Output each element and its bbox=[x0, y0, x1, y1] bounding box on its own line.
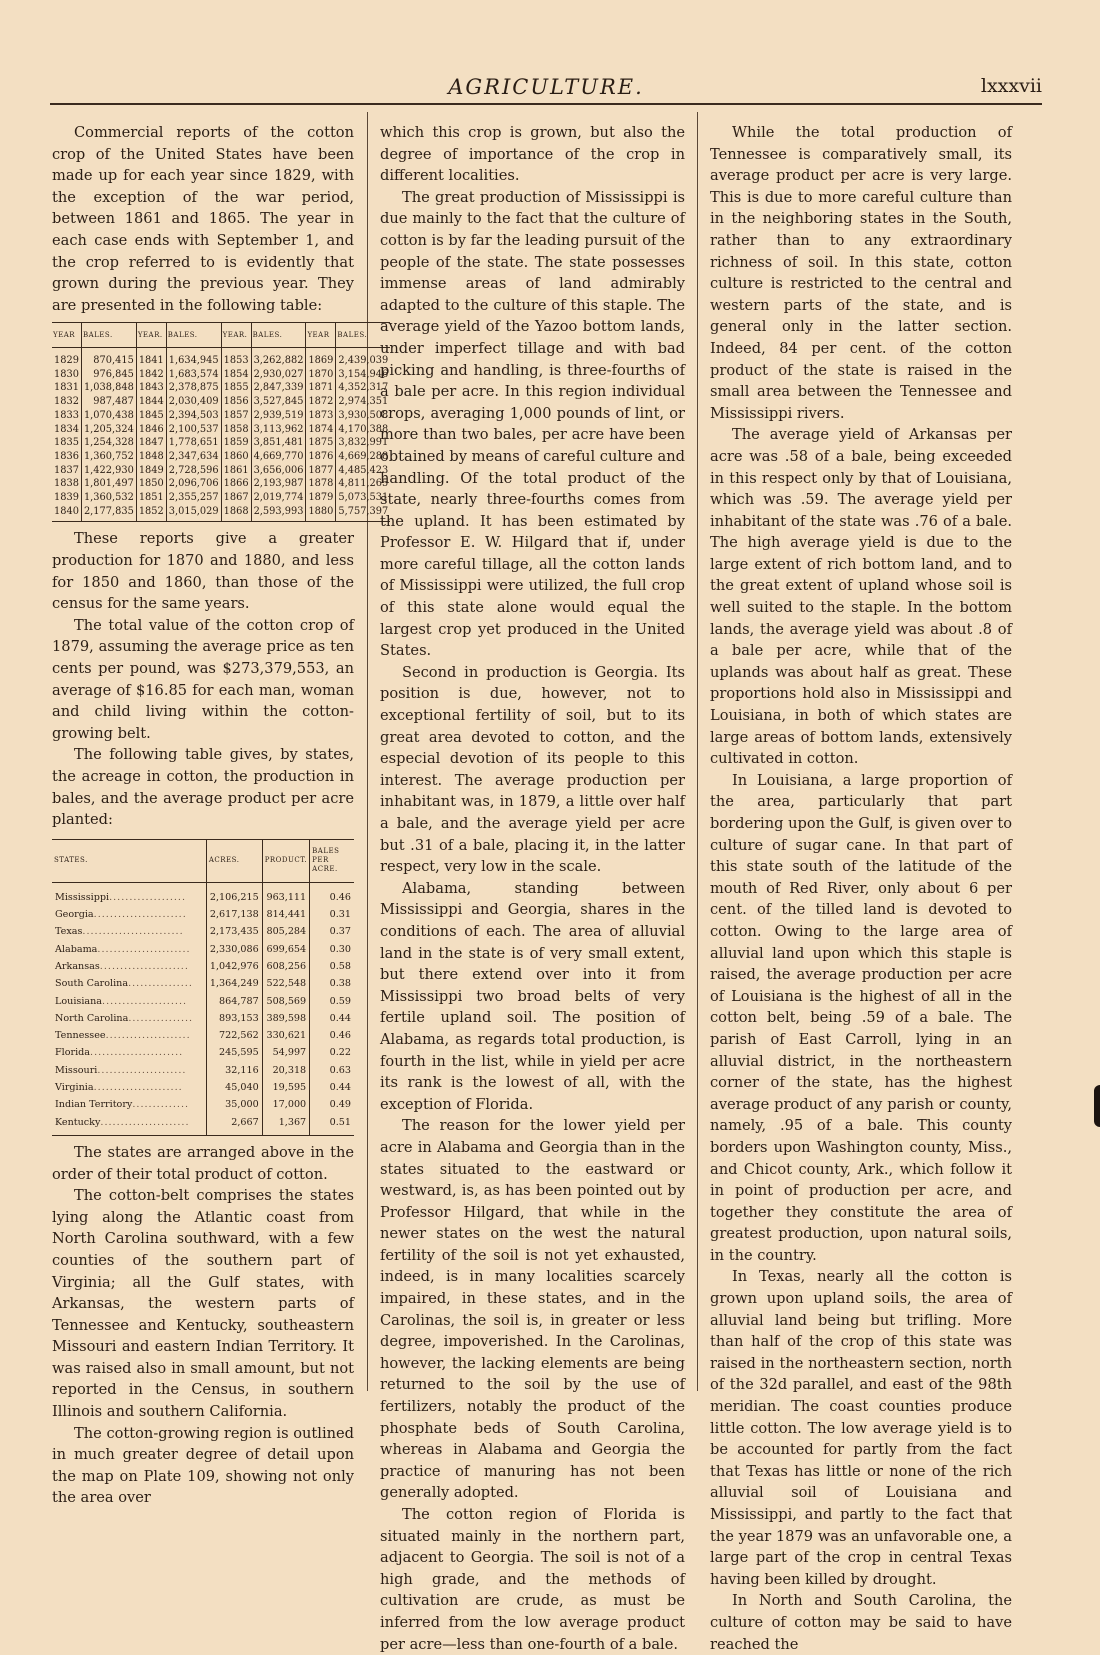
year-cell: 1839 bbox=[54, 492, 79, 504]
state-name-cell bbox=[52, 906, 206, 923]
bales-cell: 2,847,339 bbox=[251, 381, 306, 395]
cotton-by-state-table bbox=[52, 839, 354, 1136]
bales-cell: 2,378,875 bbox=[166, 381, 221, 395]
bales-cell: 4,669,770 bbox=[251, 450, 306, 464]
cotton-crop-by-year-table bbox=[52, 322, 390, 522]
table-row bbox=[52, 941, 354, 958]
year-cell: 1849 bbox=[136, 464, 166, 478]
bales-cell: 1,070,438 bbox=[81, 409, 136, 423]
bales-cell: 976,845 bbox=[81, 368, 136, 382]
product-cell: 805,284 bbox=[262, 923, 309, 940]
paragraph: Commercial reports of the cotton crop of the United States have been made up for each year since 1829, with the exception of the war period, between 1861 and 1865. The year in each case ends with September 1, and the crop referred to is evidently that grown during the previous year. They are presented in the following table: bbox=[52, 124, 354, 314]
year-cell: 1867 bbox=[221, 491, 251, 505]
state-name: Louisiana bbox=[55, 995, 103, 1007]
table-row bbox=[52, 491, 390, 505]
table-row bbox=[52, 993, 354, 1010]
leader-dots: .............. bbox=[132, 1099, 190, 1111]
product-cell: 20,318 bbox=[262, 1062, 309, 1079]
year-cell: 1831 bbox=[54, 382, 79, 394]
state-name: Tennessee bbox=[55, 1030, 106, 1042]
bales-cell: 2,593,993 bbox=[251, 505, 306, 522]
table-row bbox=[52, 1062, 354, 1079]
year-cell: 1845 bbox=[136, 409, 166, 423]
year-cell: 1861 bbox=[221, 464, 251, 478]
year-cell: 1855 bbox=[221, 381, 251, 395]
bales-cell: 2,030,409 bbox=[166, 395, 221, 409]
bales-cell: 3,832,991 bbox=[336, 436, 390, 450]
product-cell: 17,000 bbox=[262, 1096, 309, 1113]
bales-cell: 1,360,752 bbox=[81, 450, 136, 464]
bales-per-acre-cell: 0.49 bbox=[310, 1096, 354, 1113]
year-cell: 1854 bbox=[221, 368, 251, 382]
table-row bbox=[52, 381, 390, 395]
leader-dots: ..................... bbox=[105, 1030, 191, 1042]
table-row bbox=[52, 1044, 354, 1061]
state-name-cell bbox=[52, 941, 206, 958]
acres-cell: 2,617,138 bbox=[206, 906, 262, 923]
table-row bbox=[52, 923, 354, 940]
year-cell: 1835 bbox=[54, 437, 79, 449]
bales-cell: 1,634,945 bbox=[166, 348, 221, 368]
table-row bbox=[52, 423, 390, 437]
bales-cell: 1,038,848 bbox=[81, 381, 136, 395]
paragraph: Alabama, standing between Mississippi and Georgia, shares in the conditions of each. The area of alluvial land in the state is of very small extent, but there extend over into it from Mississippi two broad belts of very fertile upland soil. The position of Alabama, as regards total production, is fourth in the list, while in yield per acre its rank is the lowest of all, with the exception of Florida. bbox=[380, 879, 685, 1113]
bales-per-acre-cell: 0.30 bbox=[310, 941, 354, 958]
paragraph: In North and South Carolina, the culture of cotton may be said to have reached the bbox=[710, 1592, 1012, 1653]
bales-cell: 1,778,651 bbox=[166, 436, 221, 450]
year-cell: 1875 bbox=[306, 436, 336, 450]
product-cell: 330,621 bbox=[262, 1027, 309, 1044]
acres-cell: 2,106,215 bbox=[206, 882, 262, 906]
bales-cell: 1,205,324 bbox=[81, 423, 136, 437]
bales-cell: 1,254,328 bbox=[81, 436, 136, 450]
table-row bbox=[52, 450, 390, 464]
state-name-cell bbox=[52, 923, 206, 940]
acres-cell: 1,042,976 bbox=[206, 958, 262, 975]
year-cell: 1853 bbox=[221, 348, 251, 368]
state-name: Mississippi bbox=[55, 891, 110, 903]
state-name-cell bbox=[52, 1114, 206, 1136]
column-header: PRODUCT. bbox=[262, 839, 309, 882]
page-number: lxxxvii bbox=[980, 75, 1042, 97]
bales-cell: 1,422,930 bbox=[81, 464, 136, 478]
state-name-cell bbox=[52, 1079, 206, 1096]
bales-cell: 4,669,288 bbox=[336, 450, 390, 464]
bales-cell: 3,015,029 bbox=[166, 505, 221, 522]
state-name: Kentucky bbox=[55, 1116, 101, 1128]
acres-cell: 245,595 bbox=[206, 1044, 262, 1061]
bales-cell: 4,352,317 bbox=[336, 381, 390, 395]
acres-cell: 893,153 bbox=[206, 1010, 262, 1027]
leader-dots: ......................... bbox=[82, 926, 184, 938]
leader-dots: ...................... bbox=[97, 1064, 187, 1076]
table-row bbox=[52, 436, 390, 450]
bales-cell: 987,487 bbox=[81, 395, 136, 409]
year-cell: 1840 bbox=[54, 505, 79, 517]
bales-cell: 1,801,497 bbox=[81, 477, 136, 491]
product-cell: 1,367 bbox=[262, 1114, 309, 1136]
state-name: North Carolina bbox=[55, 1012, 129, 1024]
product-cell: 814,441 bbox=[262, 906, 309, 923]
year-cell: 1833 bbox=[54, 409, 79, 421]
column-header: YEAR. bbox=[221, 323, 251, 348]
paragraph: which this crop is grown, but also the degree of importance of the crop in different localities. bbox=[380, 124, 685, 185]
state-name: Indian Territory bbox=[55, 1099, 133, 1111]
bales-cell: 3,262,882 bbox=[251, 348, 306, 368]
year-cell: 1873 bbox=[306, 409, 336, 423]
table-row bbox=[52, 1010, 354, 1027]
page-edge-mark bbox=[1094, 1085, 1100, 1127]
acres-cell: 32,116 bbox=[206, 1062, 262, 1079]
state-name: Virginia bbox=[55, 1082, 94, 1094]
bales-cell: 3,851,481 bbox=[251, 436, 306, 450]
table-row bbox=[52, 975, 354, 992]
leader-dots: ....................... bbox=[97, 943, 191, 955]
table-row bbox=[52, 906, 354, 923]
paragraph: These reports give a greater production for 1870 and 1880, and less for 1850 and 1860, than those of the census for the same years. bbox=[52, 530, 354, 613]
acres-cell: 2,173,435 bbox=[206, 923, 262, 940]
year-cell: 1841 bbox=[136, 348, 166, 368]
state-name: Texas bbox=[55, 926, 83, 938]
bales-cell: 5,757,397 bbox=[336, 505, 390, 522]
bales-cell: 2,394,503 bbox=[166, 409, 221, 423]
bales-cell: 2,974,351 bbox=[336, 395, 390, 409]
bales-cell: 2,930,027 bbox=[251, 368, 306, 382]
year-cell: 1850 bbox=[136, 477, 166, 491]
state-name-cell bbox=[52, 993, 206, 1010]
paragraph: While the total production of Tennessee is comparatively small, its average product per acre is very large. This is due to more careful culture than in the neighboring states in the South, rather than to any extraordinary richness of soil. In this state, cotton culture is restricted to the central and western parts of the state, and is general only in the latter section. Indeed, 84 per cent. of the cotton product of the state is raised in the small area between the Tennessee and Mississippi rivers. bbox=[710, 124, 1012, 422]
column-3 bbox=[710, 122, 1012, 1653]
acres-cell: 2,667 bbox=[206, 1114, 262, 1136]
product-cell: 522,548 bbox=[262, 975, 309, 992]
product-cell: 389,598 bbox=[262, 1010, 309, 1027]
paragraph: The cotton region of Florida is situated mainly in the northern part, adjacent to Georgia. The soil is not of a high grade, and the methods of cultivation are crude, as must be inferred from the low average product per acre—less than one-fourth of a bale. bbox=[380, 1506, 685, 1653]
running-title: AGRICULTURE. bbox=[448, 75, 644, 99]
bales-cell: 3,113,962 bbox=[251, 423, 306, 437]
paragraph: The average yield of Arkansas per acre was .58 of a bale, being exceeded in this respect only by that of Louisiana, which was .59. The average yield per inhabitant of the state was .76 of a bale. The high average yield is due to the large extent of rich bottom land, and to the great extent of upland whose soil is well suited to the staple. In the bottom lands, the average yield was about .8 of a bale per acre, while that of the uplands was about half as great. These proportions hold also in Mississippi and Louisiana, in both of which states are large areas of bottom lands, extensively cultivated in cotton. bbox=[710, 426, 1012, 768]
bales-cell: 3,527,845 bbox=[251, 395, 306, 409]
year-cell: 1876 bbox=[306, 450, 336, 464]
paragraph: Second in production is Georgia. Its position is due, however, not to exceptional fertility of soil, but to its great area devoted to cotton, and the especial devotion of its people to this interest. The average production per inhabitant was, in 1879, a little over half a bale, and the average yield per acre but .31 of a bale, placing it, in the latter respect, very low in the scale. bbox=[380, 663, 685, 876]
year-cell: 1844 bbox=[136, 395, 166, 409]
state-name-cell bbox=[52, 1062, 206, 1079]
year-cell: 1842 bbox=[136, 368, 166, 382]
acres-cell: 2,330,086 bbox=[206, 941, 262, 958]
paragraph: The cotton-belt comprises the states lying along the Atlantic coast from North Carolina southward, with a few counties of the southern part of Virginia; all the Gulf states, with Arkansas, the western parts of Tennessee and Kentucky, southeastern Missouri and eastern Indian Territory. It was raised also in small amount, but not reported in the Census, in southern Illinois and southern California. bbox=[52, 1187, 354, 1421]
year-cell: 1856 bbox=[221, 395, 251, 409]
bales-per-acre-cell: 0.46 bbox=[310, 882, 354, 906]
table-row bbox=[52, 958, 354, 975]
paragraph: The following table gives, by states, the acreage in cotton, the production in bales, and the average product per acre planted: bbox=[52, 746, 354, 829]
bales-cell: 2,096,706 bbox=[166, 477, 221, 491]
bales-cell: 3,656,006 bbox=[251, 464, 306, 478]
table-row bbox=[52, 409, 390, 423]
bales-cell: 3,154,946 bbox=[336, 368, 390, 382]
state-name: Georgia bbox=[55, 909, 94, 921]
column-header: YEAR. bbox=[136, 323, 166, 348]
table-row bbox=[52, 1114, 354, 1136]
column-header: BALES. bbox=[251, 323, 306, 348]
state-name-cell bbox=[52, 1044, 206, 1061]
leader-dots: ...................... bbox=[100, 1116, 190, 1128]
paragraph: The great production of Mississippi is due mainly to the fact that the culture of cotton is by far the leading pursuit of the people of the state. The state possesses immense areas of land admirably adapted to the culture of this staple. The average yield of the Yazoo bottom lands, under imperfect tillage and with bad picking and handling, is three-fourths of a bale per acre. In this region individual crops, averaging 1,000 pounds of lint, or more than two bales, per acre have been obtained by means of careful culture and handling. Of the total product of the state, nearly three-fourths comes from the upland. It has been estimated by Professor E. W. Hilgard that if, under more careful tillage, all the cotton lands of Mississippi were utilized, the full crop of this state alone would equal the largest crop yet produced in the United States. bbox=[380, 188, 685, 660]
bales-cell: 2,193,987 bbox=[251, 477, 306, 491]
state-name-cell bbox=[52, 958, 206, 975]
bales-cell: 2,728,596 bbox=[166, 464, 221, 478]
column-header: ACRES. bbox=[206, 839, 262, 882]
bales-per-acre-cell: 0.63 bbox=[310, 1062, 354, 1079]
leader-dots: ................... bbox=[109, 891, 187, 903]
column-header: BALES. bbox=[336, 323, 390, 348]
page-header bbox=[50, 75, 1042, 105]
state-name: Missouri bbox=[55, 1064, 98, 1076]
table-row bbox=[52, 882, 354, 906]
state-name: South Carolina bbox=[55, 978, 129, 990]
paragraph: The reason for the lower yield per acre in Alabama and Georgia than in the states situated to the eastward or westward, is, as has been pointed out by Professor Hilgard, that while in the newer states on the west the natural fertility of the soil is not yet exhausted, indeed, is in many localities scarcely impaired, in these states, and in the Carolinas, the soil is, in greater or less degree, impoverished. In the Carolinas, however, the lacking elements are being returned to the soil by the use of fertilizers, notably the product of the phosphate beds of South Carolina, whereas in Alabama and Georgia the practice of manuring has not been generally adopted. bbox=[380, 1117, 685, 1502]
table-row bbox=[52, 1079, 354, 1096]
year-cell: 1834 bbox=[54, 423, 79, 435]
column-rule bbox=[367, 112, 368, 1391]
year-cell: 1871 bbox=[306, 381, 336, 395]
bales-per-acre-cell: 0.44 bbox=[310, 1010, 354, 1027]
year-cell: 1832 bbox=[54, 396, 79, 408]
year-cell: 1837 bbox=[54, 464, 79, 476]
acres-cell: 1,364,249 bbox=[206, 975, 262, 992]
column-header: YEAR bbox=[52, 323, 81, 348]
bales-cell: 2,939,519 bbox=[251, 409, 306, 423]
paragraph: In Louisiana, a large proportion of the area, particularly that part bordering upon the Gulf, is given over to culture of sugar cane. In that part of this state south of the latitude of the mouth of Red River, only about 6 per cent. of the tilled land is devoted to cotton. Owing to the large area of alluvial land upon which this staple is raised, the average production per acre of Louisiana is the highest of all in the cotton belt, being .59 of a bale. The parish of East Carroll, lying in an alluvial district, in the northeastern corner of the state, has the highest average product of any parish or county, namely, .95 of a bale. This county borders upon Washington county, Miss., and Chicot county, Ark., which follow it in point of production per acre, and together they constitute the area of greatest production, upon natural soils, in the country. bbox=[710, 771, 1012, 1264]
state-name-cell bbox=[52, 1010, 206, 1027]
bales-cell: 1,360,532 bbox=[81, 491, 136, 505]
table-row bbox=[52, 1027, 354, 1044]
acres-cell: 45,040 bbox=[206, 1079, 262, 1096]
bales-per-acre-cell: 0.58 bbox=[310, 958, 354, 975]
table-row bbox=[52, 368, 390, 382]
column-rule bbox=[697, 112, 698, 1391]
product-cell: 54,997 bbox=[262, 1044, 309, 1061]
state-name: Arkansas bbox=[55, 960, 100, 972]
year-cell: 1877 bbox=[306, 464, 336, 478]
state-name-cell bbox=[52, 882, 206, 906]
year-cell: 1866 bbox=[221, 477, 251, 491]
leader-dots: ................ bbox=[128, 1012, 194, 1024]
year-cell: 1851 bbox=[136, 491, 166, 505]
bales-cell: 4,170,388 bbox=[336, 423, 390, 437]
bales-per-acre-cell: 0.46 bbox=[310, 1027, 354, 1044]
paragraph: In Texas, nearly all the cotton is grown upon upland soils, the area of alluvial land being but trifling. More than half of the crop of this state was raised in the northeastern section, north of the 32d parallel, and east of the 98th meridian. The coast counties produce little cotton. The low average yield is to be accounted for partly from the fact that Texas has little or none of the rich alluvial soil of Louisiana and Mississippi, and partly to the fact that the year 1879 was an unfavorable one, a large part of the crop in central Texas having been killed by drought. bbox=[710, 1268, 1012, 1588]
bales-per-acre-cell: 0.59 bbox=[310, 993, 354, 1010]
year-cell: 1829 bbox=[54, 355, 79, 367]
paragraph: The cotton-growing region is outlined in much greater degree of detail upon the map on Plate 109, showing not only the area over bbox=[52, 1424, 354, 1507]
year-cell: 1869 bbox=[306, 348, 336, 368]
bales-cell: 4,485,423 bbox=[336, 464, 390, 478]
year-cell: 1830 bbox=[54, 368, 79, 380]
bales-per-acre-cell: 0.31 bbox=[310, 906, 354, 923]
state-name: Florida bbox=[55, 1047, 91, 1059]
product-cell: 608,256 bbox=[262, 958, 309, 975]
bales-cell: 2,177,835 bbox=[81, 505, 136, 522]
year-cell: 1859 bbox=[221, 436, 251, 450]
product-cell: 19,595 bbox=[262, 1079, 309, 1096]
bales-per-acre-cell: 0.38 bbox=[310, 975, 354, 992]
bales-cell: 3,930,508 bbox=[336, 409, 390, 423]
acres-cell: 864,787 bbox=[206, 993, 262, 1010]
table-row bbox=[52, 1096, 354, 1113]
year-cell: 1860 bbox=[221, 450, 251, 464]
product-cell: 508,569 bbox=[262, 993, 309, 1010]
column-header: YEAR bbox=[306, 323, 336, 348]
bales-cell: 870,415 bbox=[81, 348, 136, 368]
year-cell: 1847 bbox=[136, 436, 166, 450]
year-cell: 1878 bbox=[306, 477, 336, 491]
bales-cell: 4,811,265 bbox=[336, 477, 390, 491]
bales-per-acre-cell: 0.37 bbox=[310, 923, 354, 940]
state-name-cell bbox=[52, 1027, 206, 1044]
year-cell: 1846 bbox=[136, 423, 166, 437]
product-cell: 963,111 bbox=[262, 882, 309, 906]
year-cell: 1870 bbox=[306, 368, 336, 382]
header-rule bbox=[50, 103, 1042, 105]
bales-cell: 5,073,531 bbox=[336, 491, 390, 505]
leader-dots: ..................... bbox=[102, 995, 188, 1007]
column-header: BALES PER ACRE. bbox=[310, 839, 354, 882]
year-cell: 1872 bbox=[306, 395, 336, 409]
bales-cell: 2,355,257 bbox=[166, 491, 221, 505]
year-cell: 1879 bbox=[306, 491, 336, 505]
year-cell: 1857 bbox=[221, 409, 251, 423]
year-cell: 1848 bbox=[136, 450, 166, 464]
bales-cell: 1,683,574 bbox=[166, 368, 221, 382]
bales-cell: 2,100,537 bbox=[166, 423, 221, 437]
leader-dots: ....................... bbox=[93, 909, 187, 921]
bales-per-acre-cell: 0.51 bbox=[310, 1114, 354, 1136]
leader-dots: ................ bbox=[128, 978, 193, 990]
acres-cell: 35,000 bbox=[206, 1096, 262, 1113]
year-cell: 1852 bbox=[136, 505, 166, 522]
table-row bbox=[52, 348, 390, 368]
product-cell: 699,654 bbox=[262, 941, 309, 958]
year-cell: 1843 bbox=[136, 381, 166, 395]
state-name: Alabama bbox=[55, 943, 98, 955]
bales-cell: 2,347,634 bbox=[166, 450, 221, 464]
bales-cell: 2,019,774 bbox=[251, 491, 306, 505]
state-name-cell bbox=[52, 1096, 206, 1113]
year-cell: 1838 bbox=[54, 478, 79, 490]
leader-dots: ...................... bbox=[93, 1082, 183, 1094]
column-1 bbox=[52, 122, 389, 1507]
bales-per-acre-cell: 0.44 bbox=[310, 1079, 354, 1096]
year-cell: 1868 bbox=[221, 505, 251, 522]
table-row bbox=[52, 395, 390, 409]
column-header: BALES. bbox=[166, 323, 221, 348]
year-cell: 1880 bbox=[306, 505, 336, 522]
paragraph: The total value of the cotton crop of 1879, assuming the average price as ten cents per pound, was $273,379,553, an average of $16.85 for each man, woman and child living within the cotton-growing belt. bbox=[52, 616, 354, 742]
acres-cell: 722,562 bbox=[206, 1027, 262, 1044]
state-name-cell bbox=[52, 975, 206, 992]
year-cell: 1858 bbox=[221, 423, 251, 437]
table-row bbox=[52, 477, 390, 491]
paragraph: The states are arranged above in the order of their total product of cotton. bbox=[52, 1143, 354, 1183]
table-row bbox=[52, 505, 390, 522]
year-cell: 1874 bbox=[306, 423, 336, 437]
column-2 bbox=[380, 122, 685, 1653]
leader-dots: ....................... bbox=[90, 1047, 184, 1059]
column-header: STATES. bbox=[52, 839, 206, 882]
year-cell: 1836 bbox=[54, 450, 79, 462]
leader-dots: ...................... bbox=[99, 960, 189, 972]
bales-per-acre-cell: 0.22 bbox=[310, 1044, 354, 1061]
bales-cell: 2,439,039 bbox=[336, 348, 390, 368]
table-row bbox=[52, 464, 390, 478]
column-header: BALES. bbox=[81, 323, 136, 348]
